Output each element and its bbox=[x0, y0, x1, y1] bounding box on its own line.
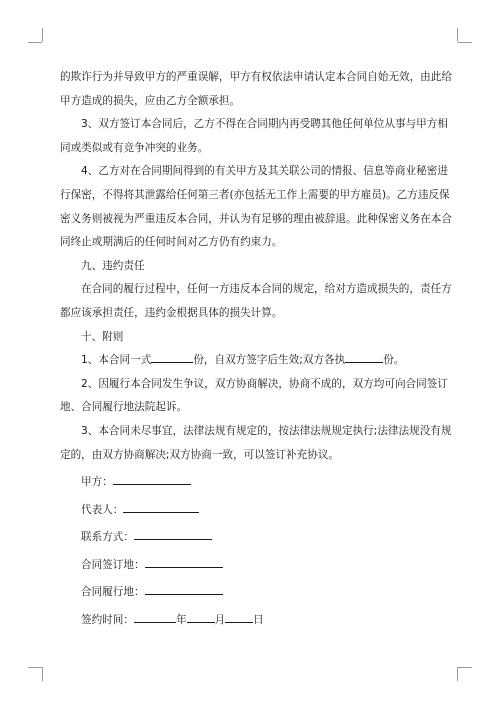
sign-place-blank[interactable] bbox=[145, 556, 223, 568]
crop-mark-top-left-h bbox=[28, 42, 42, 43]
day-label: 日 bbox=[253, 614, 264, 627]
sign-place-label: 合同签订地： bbox=[81, 558, 145, 571]
month-blank[interactable] bbox=[187, 611, 215, 623]
party-a-label: 甲方： bbox=[81, 476, 113, 489]
perform-place-label: 合同履行地： bbox=[81, 586, 145, 599]
clause-4-line: 密义务则被视为严重违反本合同，并认为有足够的理由被辞退。此种保密义务在本合 bbox=[60, 212, 452, 225]
copies-each-blank[interactable] bbox=[345, 351, 383, 363]
clause-4-line: 4、乙方对在合同期间得到的有关甲方及其关联公司的情报、信息等商业秘密进 bbox=[81, 165, 448, 178]
paragraph-line: 甲方造成的损失，应由乙方全额承担。 bbox=[60, 94, 241, 107]
section-heading-appendix: 十、附则 bbox=[81, 330, 124, 343]
clause-3-line: 同或类似或有竞争冲突的业务。 bbox=[60, 141, 209, 154]
appendix-clause-2-line: 2、因履行本合同发生争议，双方协商解决，协商不成的，双方均可向合同签订 bbox=[81, 377, 448, 390]
contact-label: 联系方式： bbox=[81, 531, 134, 544]
crop-mark-bottom-right-h bbox=[458, 667, 472, 668]
perform-place-row bbox=[60, 581, 442, 605]
contact-blank[interactable] bbox=[134, 528, 212, 540]
sign-time-row bbox=[60, 609, 442, 633]
year-blank[interactable] bbox=[134, 611, 176, 623]
clause-4-line: 同终止或期满后的任何时间对乙方仍有约束力。 bbox=[60, 236, 283, 249]
contact-row bbox=[60, 526, 442, 550]
party-a-blank[interactable] bbox=[113, 473, 191, 485]
month-label: 月 bbox=[214, 614, 226, 627]
breach-paragraph-line: 在合同的履行过程中，任何一方违反本合同的规定，给对方造成损失的，责任方 bbox=[81, 283, 452, 296]
representative-row bbox=[60, 499, 442, 523]
copies-total-blank[interactable] bbox=[151, 351, 193, 363]
crop-mark-bottom-right-v bbox=[457, 667, 458, 681]
crop-mark-bottom-left-h bbox=[28, 667, 42, 668]
appendix-clause-2-line: 地、合同履行地法院起诉。 bbox=[60, 401, 188, 414]
crop-mark-top-left-v bbox=[42, 28, 43, 42]
appendix-clause-1-text: 份。 bbox=[383, 354, 405, 367]
day-blank[interactable] bbox=[225, 611, 253, 623]
appendix-clause-3-line: 3、本合同未尽事宜，法律法规有规定的，按法律法规规定执行;法律法规没有规 bbox=[81, 424, 452, 437]
crop-mark-top-right-v bbox=[457, 28, 458, 42]
crop-mark-top-right-h bbox=[458, 42, 472, 43]
clause-4-line: 行保密，不得将其泄露给任何第三者(亦包括无工作上需要的甲方雇员)。乙方违反保 bbox=[60, 188, 450, 201]
paragraph-line: 的欺诈行为并导致甲方的严重误解，甲方有权依法申请认定本合同自始无效，由此给 bbox=[60, 71, 452, 83]
appendix-clause-1-text: 1、本合同一式 bbox=[81, 354, 152, 367]
clause-3-line: 3、双方签订本合同后，乙方不得在合同期内再受聘其他任何单位从事与甲方相 bbox=[81, 118, 448, 131]
appendix-clause-1 bbox=[60, 349, 442, 373]
representative-blank[interactable] bbox=[123, 501, 199, 513]
perform-place-blank[interactable] bbox=[145, 583, 223, 595]
party-a-row bbox=[60, 471, 442, 495]
sign-time-label: 签约时间： bbox=[81, 614, 134, 627]
representative-label: 代表人： bbox=[81, 503, 124, 516]
crop-mark-bottom-left-v bbox=[42, 667, 43, 681]
appendix-clause-3-line: 定的，由双方协商解决;双方协商一致，可以签订补充协议。 bbox=[60, 448, 340, 461]
year-label: 年 bbox=[175, 614, 187, 627]
contract-body bbox=[60, 66, 452, 633]
sign-place-row bbox=[60, 554, 442, 578]
breach-paragraph-line: 都应该承担责任，违约金根据具体的损失计算。 bbox=[60, 306, 283, 319]
section-heading-breach: 九、违约责任 bbox=[81, 259, 145, 272]
appendix-clause-1-text: 份，自双方签字后生效;双方各执 bbox=[193, 354, 346, 367]
